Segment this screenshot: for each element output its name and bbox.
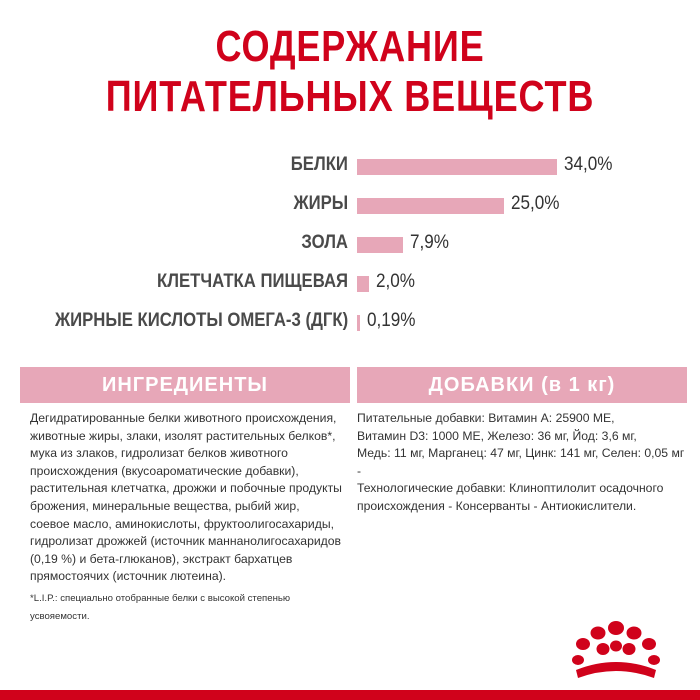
page-title-line-2: ПИТАТЕЛЬНЫХ ВЕЩЕСТВ	[105, 72, 595, 121]
nutrient-label: КЛЕТЧАТКА ПИЩЕВАЯ	[156, 271, 348, 292]
nutrient-chart	[0, 150, 700, 350]
nutrient-row	[0, 150, 700, 188]
crown-icon	[568, 620, 664, 686]
nutrient-bar	[357, 276, 369, 292]
nutrient-row	[0, 267, 700, 305]
nutrient-bar	[357, 237, 403, 253]
nutrient-label: ЗОЛА	[301, 232, 348, 253]
nutrient-value: 7,9%	[410, 232, 450, 253]
nutrient-row	[0, 306, 700, 344]
additives-text: Питательные добавки: Витамин A: 25900 МЕ, Витамин D3: 1000 МЕ, Железо: 36 мг, Йод: 3,6 мг, Медь: 11 мг, Марганец: 47 мг, Цинк: 141 мг, Селен: 0,05 мг - Технологические добавки: Клиноптилолит осадочного происхождения - Консерванты - Антиокислители.	[357, 411, 685, 513]
nutrient-bar	[357, 198, 504, 214]
nutrient-label: БЕЛКИ	[290, 154, 348, 175]
nutrient-label: ЖИРЫ	[293, 193, 348, 214]
ingredients-block	[30, 410, 350, 625]
nutrient-bar	[357, 315, 360, 331]
nutrient-value: 34,0%	[564, 154, 613, 175]
nutrient-label: ЖИРНЫЕ КИСЛОТЫ ОМЕГА-3 (ДГК)	[54, 310, 348, 331]
additives-block	[357, 410, 687, 516]
bottom-accent-line	[0, 690, 700, 700]
nutrient-value: 2,0%	[375, 271, 415, 292]
page-title	[63, 22, 637, 122]
nutrient-value: 0,19%	[367, 310, 416, 331]
ingredients-heading: ИНГРЕДИЕНТЫ	[20, 367, 350, 403]
nutrient-row	[0, 189, 700, 227]
additives-heading: ДОБАВКИ (в 1 кг)	[357, 367, 687, 403]
nutrient-row	[0, 228, 700, 266]
ingredients-text: Дегидратированные белки животного происхождения, животные жиры, злаки, изолят растительных белков*, мука из злаков, гидролизат белков животного происхождения (вкусоароматические добавки), растительная клетчатка, дрожжи и побочные продукты брожения, минеральные вещества, рыбий жир, соевое масло, аминокислоты, фруктоолигосахариды, гидролизат дрожжей (источник маннанолигосахаридов (0,19 %) и бета-глюканов), экстракт бархатцев прямостоячих (источник лютеина).	[30, 411, 342, 584]
page-title-line-1: СОДЕРЖАНИЕ	[215, 22, 485, 71]
ingredients-footnote: *L.I.P.: специально отобранные белки с высокой степенью усвояемости.	[30, 592, 291, 622]
nutrient-bar	[357, 159, 557, 175]
nutrient-value: 25,0%	[511, 193, 560, 214]
